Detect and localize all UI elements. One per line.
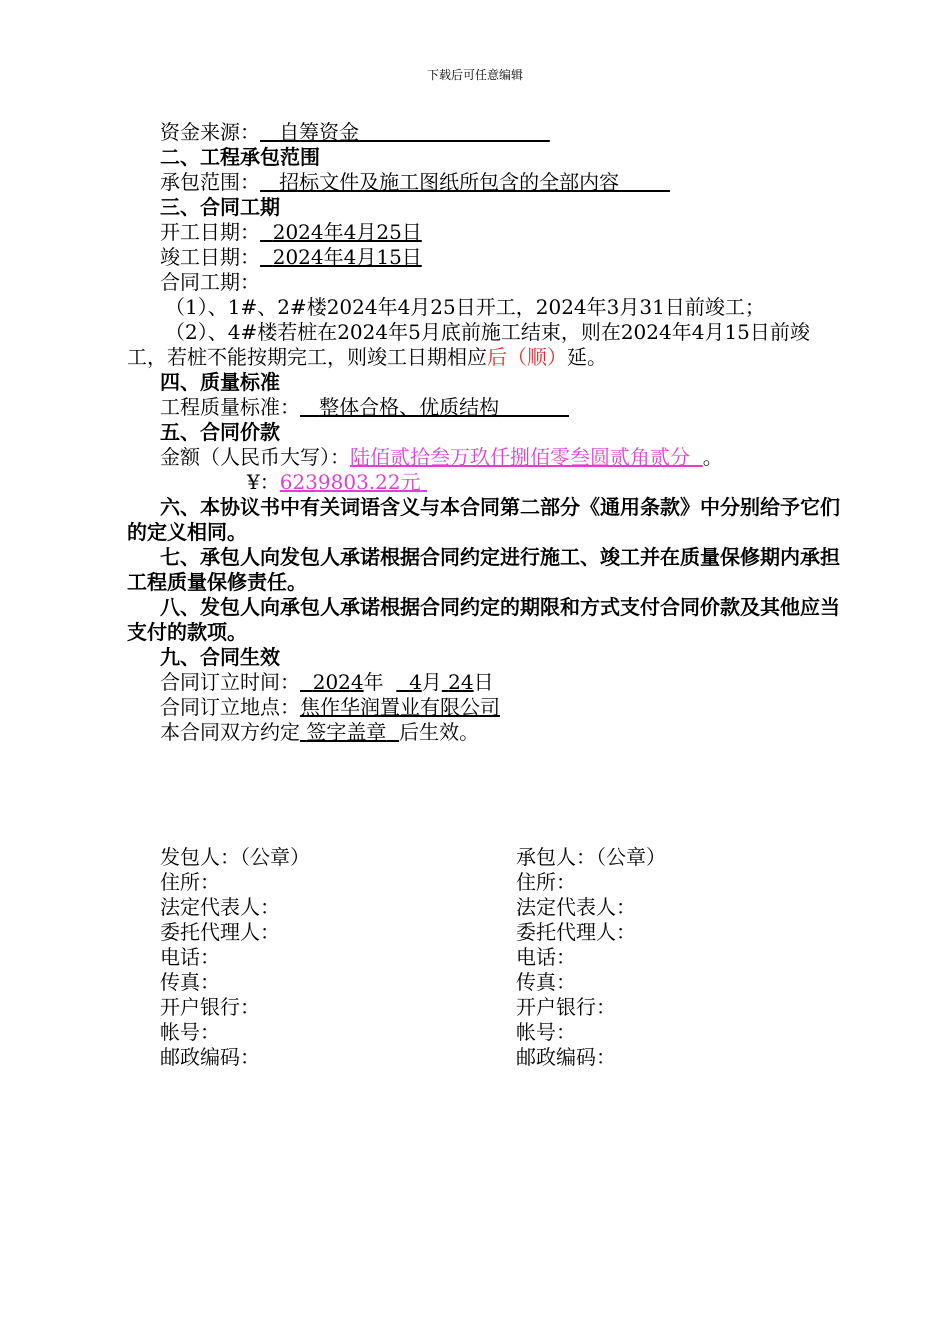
period-label: 合同工期：: [160, 270, 260, 294]
employer-signature-block: [160, 845, 310, 1070]
contractor-field: 住所：: [516, 870, 576, 894]
start-date-label: 开工日期：: [160, 220, 260, 244]
amount-words-label: 金额（人民币大写）：: [160, 445, 350, 469]
employer-field: 传真：: [160, 970, 220, 994]
sign-place-label: 合同订立地点：: [160, 695, 300, 719]
section-9-title: 九、合同生效: [160, 645, 280, 669]
sign-year: 2024: [312, 670, 364, 694]
employer-field: 住所：: [160, 870, 220, 894]
employer-field: 邮政编码：: [160, 1045, 260, 1069]
contractor-field: 帐号：: [516, 1020, 576, 1044]
scope-value: 招标文件及施工图纸所包含的全部内容: [279, 170, 620, 194]
employer-field: 电话：: [160, 945, 220, 969]
contractor-field: 电话：: [516, 945, 576, 969]
end-date-line: [127, 245, 840, 270]
section-5-title: 五、合同价款: [160, 420, 280, 444]
funding-value: 自筹资金: [279, 120, 360, 144]
contractor-field: 委托代理人：: [516, 920, 636, 944]
section-4-title: 四、质量标准: [160, 370, 280, 394]
employer-field: 帐号：: [160, 1020, 220, 1044]
period-item-2: （2）、4#楼若桩在2024年5月底前施工结束，则在2024年4月15日前竣工，若桩不能按期完工，则竣工日期相应后（顺）延。: [127, 320, 810, 369]
employer-field: 发包人：（公章）: [160, 845, 310, 869]
quality-label: 工程质量标准：: [160, 395, 300, 419]
section-6: 六、本协议书中有关词语含义与本合同第二部分《通用条款》中分别给予它们的定义相同。: [127, 495, 840, 544]
section-2-title: 二、工程承包范围: [160, 145, 320, 169]
scope-line: [127, 170, 840, 195]
amount-words-line: 金额（人民币大写）：陆佰贰拾叁万玖仟捌佰零叁圆贰角贰分 。: [160, 445, 723, 469]
contractor-field: 邮政编码：: [516, 1045, 616, 1069]
effective-line: 本合同双方约定 签字盖章 后生效。: [160, 720, 480, 744]
period-item-1: （1）、1#、2#楼2024年4月25日开工，2024年3月31日前竣工；: [165, 295, 765, 319]
contractor-signature-block: [516, 845, 666, 1070]
start-date-value: 2024年4月25日: [272, 220, 422, 244]
sign-time-label: 合同订立时间：: [160, 670, 300, 694]
employer-field: 委托代理人：: [160, 920, 280, 944]
page-header-note: 下载后可任意编辑: [426, 68, 523, 82]
section-8: 八、发包人向承包人承诺根据合同约定的期限和方式支付合同价款及其他应当支付的款项。: [127, 595, 840, 644]
quality-value: 整体合格、优质结构: [319, 395, 500, 419]
employer-field: 开户银行：: [160, 995, 260, 1019]
section-3-title: 三、合同工期: [160, 195, 280, 219]
period-item-2-highlight: 后（顺）: [487, 345, 567, 369]
start-date-line: [127, 220, 840, 245]
sign-time-line: 合同订立时间： 2024年 4月 24日: [160, 670, 494, 694]
sign-place-value: 焦作华润置业有限公司: [300, 695, 500, 719]
sign-month: 4: [409, 670, 422, 694]
effective-value: 签字盖章: [306, 720, 387, 744]
funding-label: 资金来源：: [160, 120, 260, 144]
amount-words-value: 陆佰贰拾叁万玖仟捌佰零叁圆贰角贰分: [350, 445, 690, 469]
funding-line: [127, 120, 840, 145]
end-date-value: 2024年4月15日: [272, 245, 422, 269]
contractor-field: 传真：: [516, 970, 576, 994]
contract-body: [127, 120, 840, 745]
employer-field: 法定代表人：: [160, 895, 280, 919]
contractor-field: 开户银行：: [516, 995, 616, 1019]
yen-value: 6239803.22元: [279, 470, 421, 494]
section-7: 七、承包人向发包人承诺根据合同约定进行施工、竣工并在质量保修期内承担工程质量保修责任。: [127, 545, 840, 594]
sign-day: 24: [448, 670, 474, 694]
sign-place-line: [127, 695, 840, 720]
contractor-field: 承包人：（公章）: [516, 845, 666, 869]
end-date-label: 竣工日期：: [160, 245, 260, 269]
contractor-field: 法定代表人：: [516, 895, 636, 919]
quality-line: [127, 395, 840, 420]
scope-label: 承包范围：: [160, 170, 260, 194]
amount-number-line: [127, 470, 840, 495]
yen-label: ¥：: [247, 470, 280, 494]
